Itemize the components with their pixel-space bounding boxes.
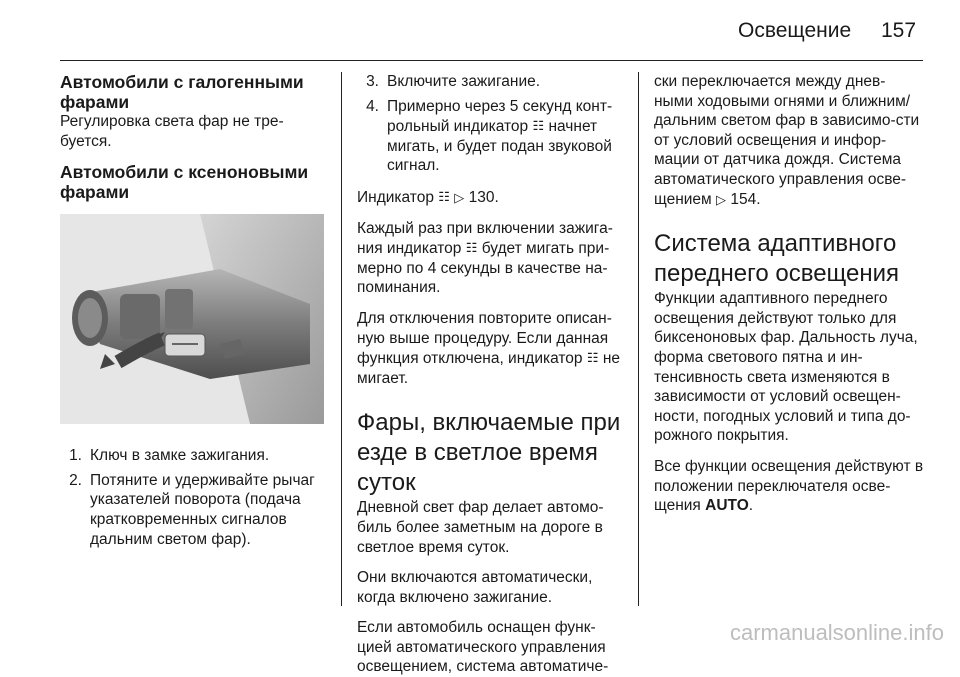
paragraph-drl-2: Они включаются автоматически, когда включено зажигание.	[357, 569, 593, 606]
page-reference-icon: ▷	[454, 189, 465, 205]
list-item: 1. Ключ в замке зажигания.	[69, 447, 270, 465]
header-rule	[60, 60, 923, 61]
heading-daytime-running-lights: Фары, включаемые при езде в светлое время суток	[357, 409, 621, 497]
steps-list-left	[60, 446, 324, 549]
paragraph-drl-1: Дневной свет фар делает автомо-биль более заметным на дороге в светлое время суток.	[357, 499, 604, 556]
heading-halogen: Автомобили с галогенными фарами	[60, 72, 304, 112]
indicator-icon: ☷	[532, 118, 545, 134]
page-number: 157	[881, 19, 917, 42]
column-left	[60, 72, 324, 549]
indicator-icon: ☷	[438, 188, 450, 204]
heading-adaptive-lighting: Система адаптивного переднего освещения	[654, 230, 900, 288]
column-right	[654, 72, 924, 516]
indicator-icon: ☷	[465, 240, 478, 256]
paragraph-indicator-ref: Индикатор ☷ ▷ 130.	[357, 188, 499, 206]
paragraph-continued: ски переключается между днев-ными ходовыми огнями и ближним/ дальним светом фар в зависимо-сти от условий освещения и инфор-мации от датчика дождя. Система автоматического управления осве-щением ▷ 154.	[654, 73, 920, 208]
paragraph-afl-1: Функции адаптивного переднего освещения действуют только для биксеноновых фар. Дальность луча, форма светового пятна и ин-тенсивность света изменяются в зависимости от условий освещен-ности, погодных условий и типа до-рожного покрытия.	[654, 290, 918, 445]
list-item: 4. Примерно через 5 секунд конт-рольный индикатор ☷ начнет мигать, и будет подан звуковой сигнал.	[366, 97, 613, 175]
paragraph-halogen: Регулировка света фар не тре-буется.	[60, 113, 284, 150]
column-middle	[357, 72, 623, 677]
paragraph-disable: Для отключения повторите описан-ную выше процедуру. Если данная функция отключена, индикатор ☷ не мигает.	[357, 309, 621, 387]
heading-xenon: Автомобили с ксеноновыми фарами	[60, 162, 309, 203]
paragraph-afl-2: Все функции освещения действуют в положении переключателя осве-щения AUTO.	[654, 457, 924, 515]
watermark: carmanualsonline.info	[729, 620, 944, 645]
column-divider-2	[638, 72, 639, 606]
auto-label: AUTO	[705, 497, 749, 515]
column-divider-1	[341, 72, 342, 606]
paragraph-blink: Каждый раз при включении зажига-ния индикатор ☷ будет мигать при-мерно по 4 секунды в качестве на-поминания.	[357, 219, 613, 297]
page-title: Освещение	[738, 19, 852, 42]
indicator-icon: ☷	[586, 350, 599, 366]
lever-illustration	[60, 214, 324, 424]
page-reference-icon: ▷	[716, 191, 727, 207]
list-item: 2. Потяните и удерживайте рычаг указателей поворота (подача кратковременных сигналов дальним светом фар).	[69, 471, 315, 548]
list-item: 3. Включите зажигание.	[366, 73, 541, 90]
page-header	[0, 0, 960, 60]
paragraph-drl-3: Если автомобиль оснащен функ-цией автоматического управления освещением, система автоматиче-	[357, 619, 609, 676]
steps-list-middle	[357, 72, 623, 176]
